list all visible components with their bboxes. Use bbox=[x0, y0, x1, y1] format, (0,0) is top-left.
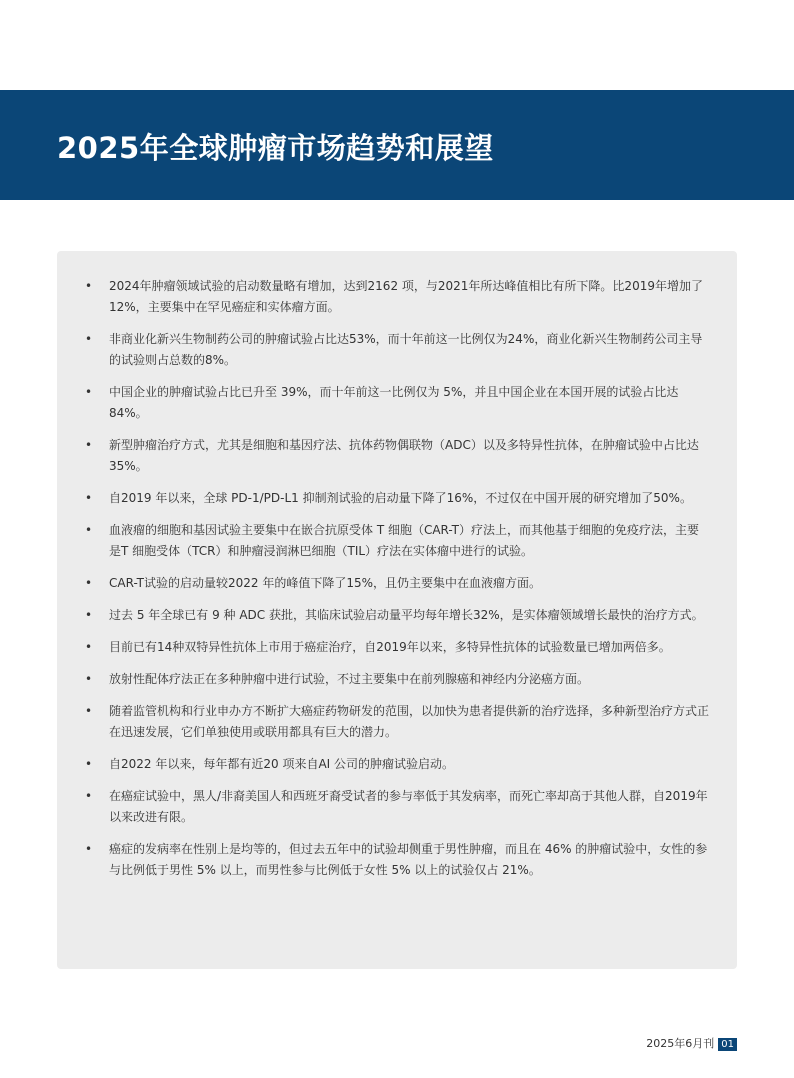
bullet-marker: • bbox=[85, 842, 93, 856]
list-item-text: 放射性配体疗法正在多种肿瘤中进行试验，不过主要集中在前列腺癌和神经内分泌癌方面。 bbox=[109, 672, 590, 686]
bullet-marker: • bbox=[85, 608, 93, 622]
list-item-text: 中国企业的肿瘤试验占比已升至 39%，而十年前这一比例仅为 5%，并且中国企业在本国开展的试验占比达 84%。 bbox=[109, 385, 679, 420]
list-item bbox=[83, 701, 709, 743]
list-item bbox=[83, 573, 709, 594]
list-item bbox=[83, 276, 709, 318]
bullet-marker: • bbox=[85, 757, 93, 771]
list-item-text: CAR-T试验的启动量较2022 年的峰值下降了15%，且仍主要集中在血液瘤方面。 bbox=[109, 576, 542, 590]
page-title: 2025年全球肿瘤市场趋势和展望 bbox=[57, 131, 494, 165]
list-item bbox=[83, 329, 709, 371]
list-item bbox=[83, 382, 709, 424]
list-item-text: 在癌症试验中，黑人/非裔美国人和西班牙裔受试者的参与率低于其发病率，而死亡率却高于其他人群，自2019年以来改进有限。 bbox=[109, 789, 708, 824]
list-item bbox=[83, 435, 709, 477]
list-item-text: 目前已有14种双特异性抗体上市用于癌症治疗，自2019年以来，多特异性抗体的试验数量已增加两倍多。 bbox=[109, 640, 671, 654]
issue-date: 2025年6月刊 bbox=[646, 1037, 715, 1050]
page-number: 01 bbox=[718, 1038, 737, 1051]
list-item-text: 血液瘤的细胞和基因试验主要集中在嵌合抗原受体 T 细胞（CAR-T）疗法上，而其他基于细胞的免疫疗法，主要是T 细胞受体（TCR）和肿瘤浸润淋巴细胞（TIL）疗法在实体瘤中进行的试验。 bbox=[109, 523, 699, 558]
bullet-marker: • bbox=[85, 385, 93, 399]
list-item bbox=[83, 488, 709, 509]
list-item bbox=[83, 520, 709, 562]
list-item-text: 自2022 年以来，每年都有近20 项来自AI 公司的肿瘤试验启动。 bbox=[109, 757, 455, 771]
list-item-text: 非商业化新兴生物制药公司的肿瘤试验占比达53%，而十年前这一比例仅为24%，商业化新兴生物制药公司主导的试验则占总数的8%。 bbox=[109, 332, 703, 367]
list-item bbox=[83, 786, 709, 828]
bullet-marker: • bbox=[85, 576, 93, 590]
list-item-text: 癌症的发病率在性别上是均等的，但过去五年中的试验却侧重于男性肿瘤，而且在 46% 的肿瘤试验中，女性的参与比例低于男性 5% 以上，而男性参与比例低于女性 5% 以上的试验仅占 21%。 bbox=[109, 842, 708, 877]
list-item-text: 自2019 年以来，全球 PD-1/PD-L1 抑制剂试验的启动量下降了16%，不过仅在中国开展的研究增加了50%。 bbox=[109, 491, 692, 505]
page-footer bbox=[646, 1037, 737, 1051]
list-item-text: 新型肿瘤治疗方式，尤其是细胞和基因疗法、抗体药物偶联物（ADC）以及多特异性抗体，在肿瘤试验中占比达 35%。 bbox=[109, 438, 699, 473]
bullet-marker: • bbox=[85, 672, 93, 686]
list-item bbox=[83, 637, 709, 658]
bullet-marker: • bbox=[85, 704, 93, 718]
list-item bbox=[83, 754, 709, 775]
list-item bbox=[83, 839, 709, 881]
list-item bbox=[83, 605, 709, 626]
bullet-marker: • bbox=[85, 438, 93, 452]
bullet-marker: • bbox=[85, 523, 93, 537]
bullet-marker: • bbox=[85, 640, 93, 654]
key-findings-list bbox=[83, 276, 709, 881]
key-findings-box bbox=[57, 251, 737, 969]
bullet-marker: • bbox=[85, 491, 93, 505]
list-item-text: 随着监管机构和行业申办方不断扩大癌症药物研发的范围，以加快为患者提供新的治疗选择，多种新型治疗方式正在迅速发展，它们单独使用或联用都具有巨大的潜力。 bbox=[109, 704, 710, 739]
bullet-marker: • bbox=[85, 332, 93, 346]
bullet-marker: • bbox=[85, 789, 93, 803]
list-item bbox=[83, 669, 709, 690]
list-item-text: 2024年肿瘤领域试验的启动数量略有增加，达到2162 项，与2021年所达峰值相比有所下降。比2019年增加了12%，主要集中在罕见癌症和实体瘤方面。 bbox=[109, 279, 703, 314]
bullet-marker: • bbox=[85, 279, 93, 293]
list-item-text: 过去 5 年全球已有 9 种 ADC 获批，其临床试验启动量平均每年增长32%，是实体瘤领域增长最快的治疗方式。 bbox=[109, 608, 704, 622]
